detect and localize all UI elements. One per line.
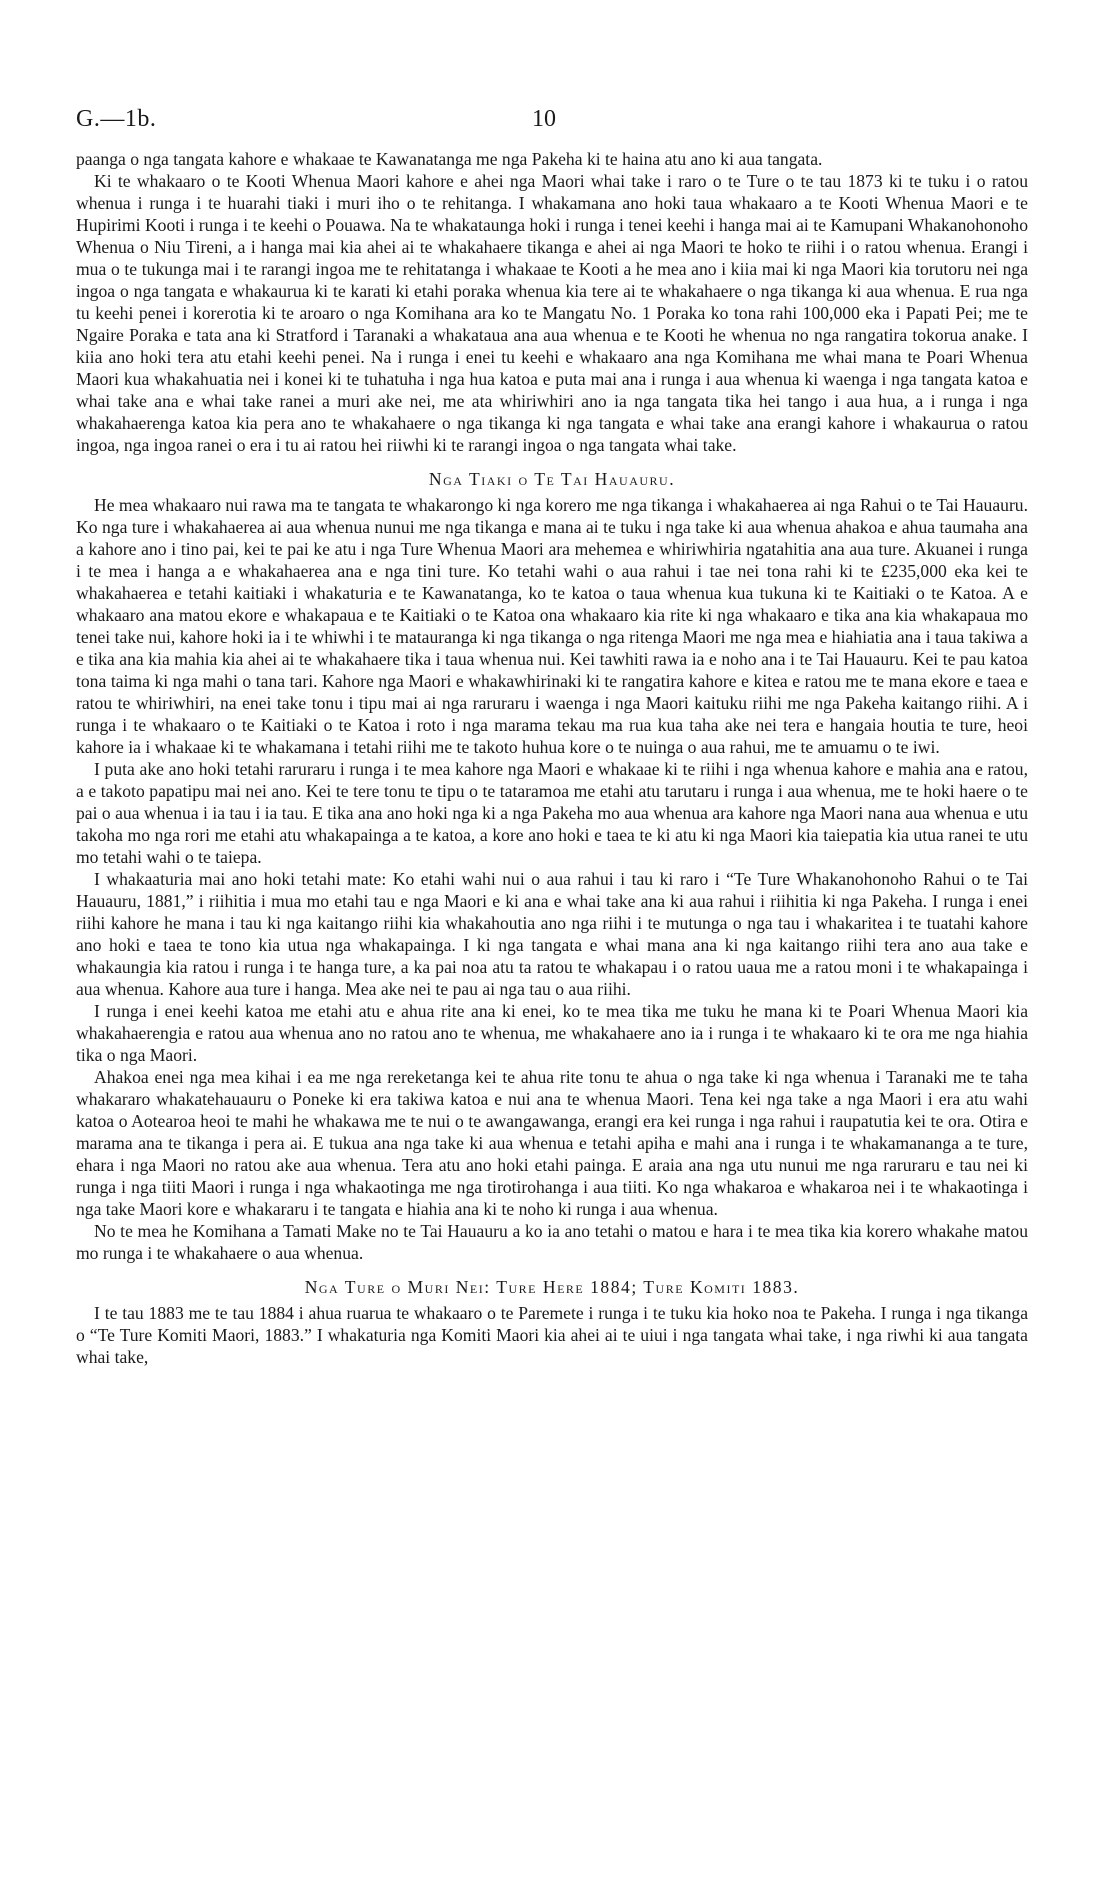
- paragraph: I whakaaturia mai ano hoki tetahi mate: Ko etahi wahi nui o aua rahui i tau ki raro i “Te Ture Whakanohonoho Rahui o te Tai Hauauru, 1881,” i riihitia i mua mo etahi tau e nga Maori e ki ana e whai take ana ki aua rahui i riihitia ki nga Pakeha. I runga i enei riihi kahore he mana i tau ki nga kaitango riihi kia whakahoutia ano nga riihi i te mutunga o nga tau i whakaritea i te tuatahi kahore ano hoki e taea te tono kia utua nga whakapainga. I ki nga tangata e whai mana ana ki nga kaitango riihi tera ano aua take e whakaungia kia ratou i runga i te hanga ture, a ka pai noa atu ta ratou te whakapau i o ratou uaua me a ratou moni i te whakapainga i aua whenua. Kahore aua ture i hanga. Mea ake nei te pau ai nga tau o aua riihi.: [76, 869, 1028, 999]
- paragraph: No te mea he Komihana a Tamati Make no te Tai Hauauru a ko ia ano tetahi o matou e hara i te mea tika kia korero whakahe matou mo runga i te whakahaere o aua whenua.: [76, 1221, 1028, 1263]
- paragraph: I te tau 1883 me te tau 1884 i ahua ruarua te whakaaro o te Paremete i runga i te tuku kia hoko noa te Pakeha. I runga i nga tikanga o “Te Ture Komiti Maori, 1883.” I whakaturia nga Komiti Maori kia ahei ai te uiui i nga tangata whai take, i nga riwhi ki aua tangata whai take,: [76, 1303, 1028, 1367]
- section-heading: Nga Ture o Muri Nei: Ture Here 1884; Ture Komiti 1883.: [304, 1277, 800, 1297]
- paragraph: I puta ake ano hoki tetahi raruraru i runga i te mea kahore nga Maori e whakaae ki te riihi i nga whenua kahore e mahia ana e ratou, a e takoto papatipu mai nei ano. Kei te tere tonu te tipu o te tataramoa me etahi atu tarutaru i runga i aua whenua, me te hoki haere o te pai o aua whenua i ia tau i ia tau. E tika ana ano hoki nga ki a nga Pakeha mo aua whenua ara kahore nga Maori nana aua whenua e utu takoha mo nga rori me etahi atu whakapainga a te katoa, a kore ano hoki e taea te ki atu ki nga Maori kia taiepatia kia utua ranei te utu mo tetahi wahi o te taiepa.: [76, 759, 1028, 867]
- paragraph: Ahakoa enei nga mea kihai i ea me nga rereketanga kei te ahua rite tonu te ahua o nga take ki nga whenua i Taranaki me te taha whakararo whakatehauauru o Poneke ki era takiwa katoa e nui ana te whenua Maori. Tena kei nga take a nga Maori i era atu wahi katoa o Aotearoa heoi te mahi he whakawa me te nui o te awangawanga, erangi era kei runga i nga rahui i raupatutia kei te ora. Otira e marama ana te tikanga i pera ai. E tukua ana nga take ki aua whenua e tetahi apiha e mahi ana i runga i te whakamananga a te ture, ehara i nga Maori no ratou ake aua whenua. Tera atu ano hoki etahi painga. E araia ana nga utu nunui me nga raruraru e tau nei ki runga i nga tiiti Maori i runga i nga whakaotinga me nga tirotirohanga i aua tiiti. Ko nga whakaroa e whakaroa nei i te whakaotinga i nga take Maori kore e whakararu i te tangata e hiahia ana ki te noho ki runga i aua whenua.: [76, 1067, 1028, 1219]
- page-header: [76, 106, 1024, 136]
- page-number: 10: [532, 106, 556, 132]
- paragraph: paanga o nga tangata kahore e whakaae te Kawanatanga me nga Pakeha ki te haina atu ano ki aua tangata.: [76, 149, 823, 169]
- paragraph: I runga i enei keehi katoa me etahi atu e ahua rite ana ki enei, ko te mea tika me tuku he mana ki te Poari Whenua Maori kia whakahaerengia e ratou aua whenua ano no ratou ano te whenua, me whakahaere ano ia i runga i te whakaaro ki te ora me nga hiahia tika o nga Maori.: [76, 1001, 1028, 1065]
- paragraph: Ki te whakaaro o te Kooti Whenua Maori kahore e ahei nga Maori whai take i raro o te Ture o te tau 1873 ki te tuku i o ratou whenua i runga i te huarahi tiaki i muri iho o te rehitanga. I whakamana ano hoki taua whakaaro a te Kooti Whenua Maori e te Hupirimi Kooti i runga i te keehi o Pouawa. Na te whakataunga hoki i runga i tenei keehi i hanga mai ai te Kamupani Whakanohonoho Whenua o Niu Tireni, a i hanga mai kia ahei ai te whakahaere tikanga e ahei ai nga Maori te hoko te riihi i o ratou whenua. Erangi i mua o te tukunga mai i te rarangi ingoa me te rehitatanga i whakaae te Kooti a he mea ano i kiia mai ki nga Maori kia torutoru nei nga ingoa o nga tangata e whakaurua ki te karati ki etahi poraka whenua kia tere ai te whakahaere o nga tikanga ki aua whenua. E rua nga tu keehi penei i korerotia ki te aroaro o nga Komihana ara ko te Mangatu No. 1 Poraka ko tona rahi 100,000 eka i Papati Pei; me te Ngaire Poraka e tata ana ki Stratford i Taranaki a whakataua ana aua whenua e te Kooti he whenua no nga rangatira tokorua anake. I kiia ano hoki tera atu etahi keehi penei. Na i runga i enei tu keehi e whakaaro ana nga Komihana me whai mana te Poari Whenua Maori kua whakahuatia nei i konei ki te tuhatuha i nga hua katoa e puta mai ana i runga i aua whenua ki waenga i nga tangata katoa e whai take ana e whai take ranei a muri ake nei, me ata whiriwhiri ano ia nga tangata tika hei tango i aua hua, a i runga i nga whakahaerenga katoa kia pera ano te whakahaere o nga tikanga ki nga tangata e whai take ana erangi kahore i whakaurua o ratou ingoa, nga ingoa ranei o era i tu ai ratou hei riiwhi ki te rarangi ingoa o nga tangata whai take.: [76, 171, 1028, 455]
- section-heading: Nga Tiaki o Te Tai Hauauru.: [428, 469, 676, 489]
- paragraph: He mea whakaaro nui rawa ma te tangata te whakarongo ki nga korero me nga tikanga i whakahaerea ai nga Rahui o te Tai Hauauru. Ko nga ture i whakahaerea ai aua whenua nunui me nga tikanga e mana ai te tuku i nga take ki aua whenua ahakoa e ahua taumaha ana a kahore ano i tino pai, kei te pai ke atu i nga Ture Whenua Maori ara mehemea e whiriwhiria ngatahitia ana aua ture. Akuanei i runga i te mea i hanga a e whakahaerea ana e nga tini ture. Ko tetahi wahi o aua rahui i tae nei tona rahi ki te £235,000 eka kei te whakahaerea e tetahi kaitiaki i whakaturia e te Kawanatanga, ko te katoa o taua whenua kua tukuna ki te Kaitiaki o te Katoa. A e whakaaro ana matou ekore e whakapaua e te Kaitiaki o te Katoa ona whakaaro kia rite ki nga whakaaro e tika ana kia whakapaua mo tenei take nui, kahore hoki ia i te whiwhi i te matauranga ki nga tikanga o nga ritenga Maori me nga mea e hiahiatia ana i taua takiwa a e tika ana kia mahia kia ahei ai te whakahaere tika i taua whenua nui. Kei tawhiti rawa ia e noho ana i te Tai Hauauru. Kei te pau katoa tona taima ki nga mahi o tana tari. Kahore nga Maori e whakawhirinaki ki te rangatira kahore e kitea e ratou me te mana ekore e taea e ratou te whiriwhiri, na enei take tonu i tipu mai ai nga raruraru i waenga i nga Maori kaituku riihi me nga Pakeha kaitango riihi. A i runga i te whakaaro o te Kaitiaki o te Katoa i roto i nga marama tekau ma rua kua taha ake nei tera e hangaia houtia te ture, heoi kahore ia i whakaae ki te whakamana i tetahi riihi me te takoto huhua kore o te nuinga o aua rahui, me te amuamu o te iwi.: [76, 495, 1028, 757]
- document-body: [76, 148, 1028, 1368]
- document-code: G.—1b.: [76, 106, 157, 132]
